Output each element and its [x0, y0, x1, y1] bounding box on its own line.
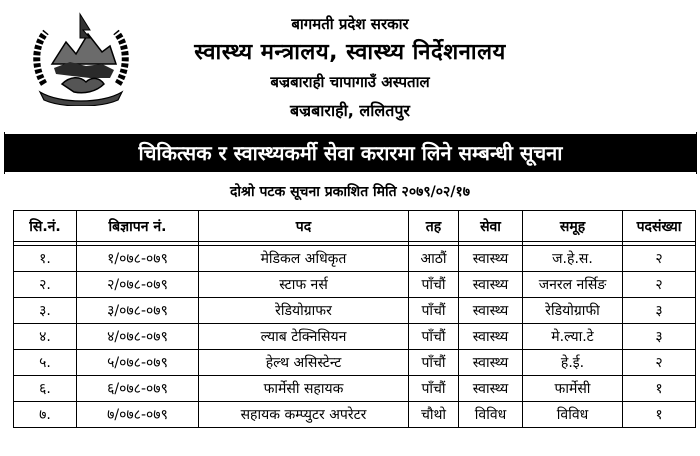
publish-date: दोश्रो पटक सूचना प्रकाशित मिति २०७९/०२/१७: [229, 184, 471, 200]
cell-level: पाँचौं: [409, 272, 459, 298]
cell-group: फार्मेसी: [523, 376, 623, 402]
cell-serial: ३.: [14, 298, 77, 324]
cell-level: पाँचौं: [409, 324, 459, 350]
cell-group: हे.ई.: [523, 350, 623, 376]
cell-group: विविध: [523, 402, 623, 428]
cell-post: स्टाफ नर्स: [199, 272, 409, 298]
cell-service: स्वास्थ्य: [459, 376, 523, 402]
cell-advert-no: ६/०७८-०७९: [77, 376, 199, 402]
hospital-name: बज्रबाराही चापागाउँ अस्पताल: [270, 73, 430, 91]
cell-group: जनरल नर्सिङ: [523, 272, 623, 298]
cell-group: मे.ल्या.टे: [523, 324, 623, 350]
cell-post: रेडियोग्राफर: [199, 298, 409, 324]
notice-title-banner: चिकित्सक र स्वास्थ्यकर्मी सेवा करारमा लिने सम्बन्धी सूचना: [4, 134, 697, 172]
cell-service: स्वास्थ्य: [459, 272, 523, 298]
cell-post-count: ३: [623, 324, 696, 350]
cell-serial: ६.: [14, 376, 77, 402]
hospital-address: बज्रबाराही, ललितपुर: [290, 101, 410, 120]
cell-level: पाँचौं: [409, 350, 459, 376]
cell-level: पाँचौं: [409, 298, 459, 324]
province-government-name: बागमती प्रदेश सरकार: [291, 15, 409, 33]
cell-post-count: ३: [623, 298, 696, 324]
vacancy-table: [13, 210, 696, 428]
cell-advert-no: ४/०७८-०७९: [77, 324, 199, 350]
col-header-group: समूह: [523, 211, 623, 242]
table-row: [14, 350, 696, 376]
table-row: [14, 298, 696, 324]
cell-post-count: १: [623, 376, 696, 402]
cell-post: मेडिकल अधिकृत: [199, 246, 409, 272]
cell-post: फार्मेसी सहायक: [199, 376, 409, 402]
col-header-post: पद: [199, 211, 409, 242]
col-header-advert-no: बिज्ञापन नं.: [77, 211, 199, 242]
cell-advert-no: १/०७८-०७९: [77, 246, 199, 272]
cell-serial: ४.: [14, 324, 77, 350]
ministry-directorate-name: स्वास्थ्य मन्त्रालय, स्वास्थ्य निर्देशनालय: [194, 40, 506, 65]
table-row: [14, 324, 696, 350]
cell-post-count: २: [623, 246, 696, 272]
cell-advert-no: २/०७८-०७९: [77, 272, 199, 298]
cell-service: विविध: [459, 402, 523, 428]
cell-serial: ७.: [14, 402, 77, 428]
cell-level: आठौं: [409, 246, 459, 272]
cell-post: ल्याब टेक्निसियन: [199, 324, 409, 350]
cell-service: स्वास्थ्य: [459, 246, 523, 272]
col-header-serial: सि.नं.: [14, 211, 77, 242]
cell-group: रेडियोग्राफी: [523, 298, 623, 324]
table-row: [14, 402, 696, 428]
table-row: [14, 272, 696, 298]
cell-advert-no: ५/०७८-०७९: [77, 350, 199, 376]
table-header-row: [14, 211, 696, 242]
col-header-service: सेवा: [459, 211, 523, 242]
cell-level: चौथो: [409, 402, 459, 428]
cell-service: स्वास्थ्य: [459, 298, 523, 324]
cell-service: स्वास्थ्य: [459, 324, 523, 350]
table-row: [14, 246, 696, 272]
cell-level: पाँचौं: [409, 376, 459, 402]
cell-serial: ५.: [14, 350, 77, 376]
cell-post: हेल्थ असिस्टेन्ट: [199, 350, 409, 376]
cell-post-count: २: [623, 350, 696, 376]
cell-post-count: १: [623, 402, 696, 428]
cell-service: स्वास्थ्य: [459, 350, 523, 376]
cell-serial: २.: [14, 272, 77, 298]
cell-advert-no: ७/०७८-०७९: [77, 402, 199, 428]
cell-serial: १.: [14, 246, 77, 272]
cell-post-count: २: [623, 272, 696, 298]
cell-advert-no: ३/०७८-०७९: [77, 298, 199, 324]
cell-post: सहायक कम्प्युटर अपरेटर: [199, 402, 409, 428]
col-header-level: तह: [409, 211, 459, 242]
table-row: [14, 376, 696, 402]
cell-group: ज.हे.स.: [523, 246, 623, 272]
col-header-post-count: पदसंख्या: [623, 211, 696, 242]
